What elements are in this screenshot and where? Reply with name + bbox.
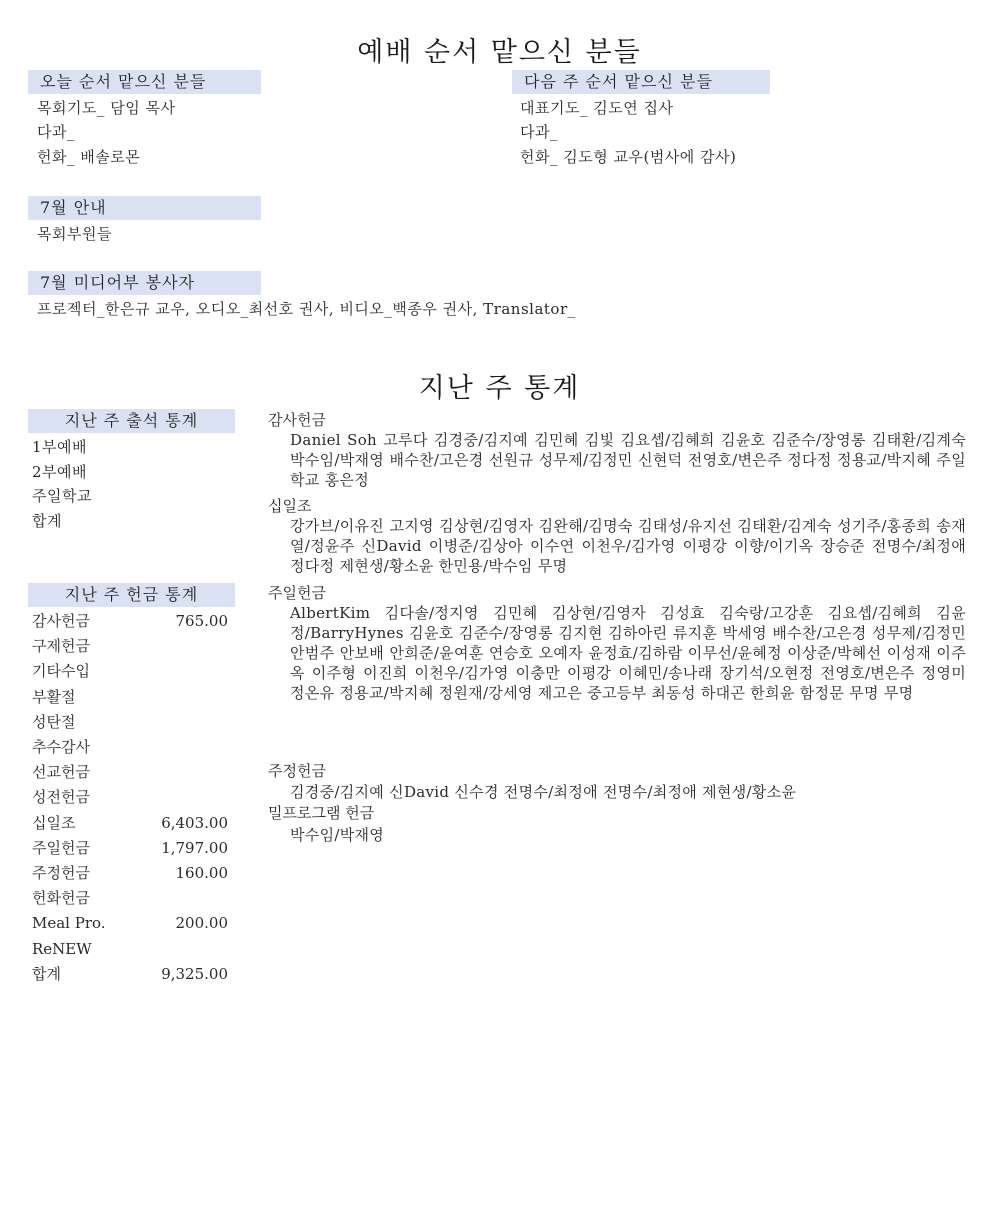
today-refreshments-line: 다과_: [37, 123, 75, 141]
attendance-row-total: 합계: [32, 512, 62, 530]
offering-stat-label: 부활절: [32, 687, 76, 706]
offering-names-meal-program: 박수임/박재영: [290, 826, 385, 844]
offering-stat-row: [32, 710, 228, 735]
offering-stat-label: 주일헌금: [32, 838, 90, 857]
offering-stat-label: 구제헌금: [32, 637, 90, 656]
offering-stat-label: 추수감사: [32, 738, 90, 756]
offering-names-tithe: 강가브/이유진 고지영 김상현/김영자 김완해/김명숙 김태성/유지선 김태환/김계숙 성기주/홍종희 송재열/정윤주 신David 이병준/김상아 이수연 이천우/김가영 이평강 이향/이기옥 장승준 전명수/최정애 정다정 제현생/황소윤 한민용/박수임 무명: [290, 517, 966, 575]
offering-stat-row: [32, 811, 228, 836]
offering-stat-amount: 1,797.00: [161, 838, 228, 857]
next-week-participants-header: 다음 주 순서 맡으신 분들: [512, 70, 770, 94]
offering-stat-row: [32, 609, 228, 634]
offering-stat-row: [32, 861, 228, 886]
july-media-header: 7월 미디어부 봉사자: [28, 271, 261, 295]
offering-stat-amount: 6,403.00: [161, 813, 228, 832]
offering-names-sunday: AlbertKim 김다솔/정지영 김민혜 김상현/김영자 김성효 김숙랑/고강훈 김요셉/김혜희 김윤정/BarryHynes 김윤호 김준수/장영롱 김지현 김하아린 류지훈 박세영 배수찬/고은경 성무제/김정민 안범주 안보배 안희준/윤여훈 연승호 오예자 윤정효/김하람 이무선/윤혜정 이상준/박혜선 이성재 이주옥 이주형 이진희 이천우/김가영 이충만 이평강 이혜민/송나래 장기석/오현정 전영호/변은주 정영미 정온유 정용교/박지혜 정원재/강세영 제고은 중고등부 최동성 하대곤 한희윤 함정문 무명 무명: [290, 604, 966, 702]
attendance-stats-header: 지난 주 출석 통계: [28, 409, 235, 433]
next-week-prayer-line: 대표기도_ 김도연 집사: [520, 99, 674, 117]
offering-stat-row: [32, 962, 228, 987]
offering-stat-label: Meal Pro.: [32, 914, 106, 933]
next-week-flowers-line: 헌화_ 김도형 교우(범사에 감사): [520, 148, 737, 166]
offering-stat-label: 기타수입: [32, 662, 90, 681]
offering-category-meal-program: 밀프로그램 헌금: [268, 804, 375, 822]
july-notice-line: 목회부원들: [37, 225, 112, 243]
offering-stat-label: 성전헌금: [32, 788, 90, 807]
attendance-row-first-service: 1부예배: [32, 438, 88, 456]
offering-stat-label: 주정헌금: [32, 864, 90, 882]
offering-category-thanksgiving: 감사헌금: [268, 411, 326, 429]
today-flowers-line: 헌화_ 배솔로몬: [37, 148, 141, 166]
offering-stat-amount: 765.00: [175, 612, 228, 630]
offering-stat-label: 헌화헌금: [32, 889, 90, 908]
july-notice-header: 7월 안내: [28, 196, 261, 220]
offering-stat-row: [32, 911, 228, 936]
offering-stat-label: 십일조: [32, 813, 76, 832]
offering-stat-label: 합계: [32, 964, 61, 983]
offering-stat-label: 선교헌금: [32, 763, 90, 782]
page-title: 예배 순서 맡으신 분들: [357, 37, 642, 68]
next-week-refreshments-line: 다과_: [520, 123, 558, 141]
stats-title: 지난 주 통계: [418, 373, 581, 404]
attendance-row-sunday-school: 주일학교: [32, 487, 92, 505]
offering-stat-row: [32, 685, 228, 710]
offering-stats-header: 지난 주 헌금 통계: [28, 583, 235, 607]
offering-stat-row: [32, 836, 228, 861]
offering-stat-row: [32, 659, 228, 684]
offering-category-regular: 주정헌금: [268, 762, 326, 780]
offering-stat-amount: 9,325.00: [161, 964, 228, 983]
offering-stat-row: [32, 634, 228, 659]
offering-stat-label: 성탄절: [32, 712, 76, 731]
offering-stat-row: [32, 735, 228, 760]
attendance-row-second-service: 2부예배: [32, 463, 88, 481]
july-media-line: 프로젝터_한은규 교우, 오디오_최선호 권사, 비디오_백종우 권사, Translator_: [37, 300, 576, 318]
offering-stat-row: [32, 937, 228, 962]
offering-category-sunday: 주일헌금: [268, 584, 326, 602]
offering-stat-label: ReNEW: [32, 939, 92, 958]
offering-names-regular: 김경중/김지예 신David 신수경 전명수/최정애 전명수/최정애 제현생/황소윤: [290, 783, 797, 801]
offering-stat-amount: 160.00: [175, 864, 228, 882]
offering-category-tithe: 십일조: [268, 497, 312, 515]
offering-stat-amount: 200.00: [175, 914, 228, 933]
offering-names-thanksgiving: Daniel Soh 고루다 김경중/김지예 김민혜 김빛 김요셉/김혜희 김윤호 김준수/장영롱 김태환/김계숙 박수임/박재영 배수찬/고은경 선원규 성무제/김정민 신현덕 전영호/변은주 정다정 정용교/박지혜 주일학교 홍은정: [290, 431, 966, 489]
offering-stat-row: [32, 886, 228, 911]
offering-stat-row: [32, 785, 228, 810]
today-participants-header: 오늘 순서 맡으신 분들: [28, 70, 261, 94]
offering-stat-row: [32, 760, 228, 785]
offering-stat-label: 감사헌금: [32, 612, 90, 630]
today-prayer-line: 목회기도_ 담임 목사: [37, 99, 176, 117]
